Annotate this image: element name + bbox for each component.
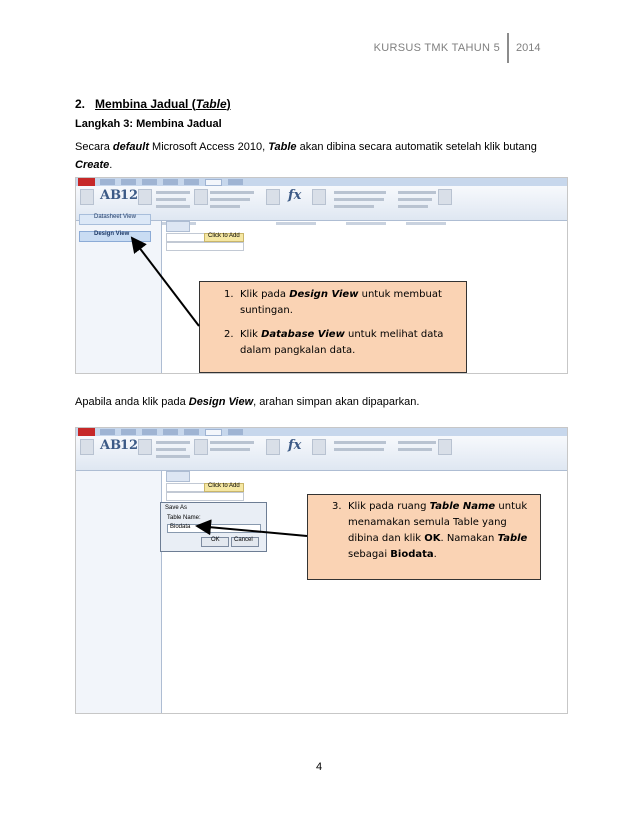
number-field-icon: 12	[120, 188, 139, 203]
paragraph-1: Secara default Microsoft Access 2010, Table akan dibina secara automatik setelah klik butang Create.	[75, 141, 537, 171]
callout-design-view: 1. Klik pada Design View untuk membuat suntingan. 2. Klik Database View untuk melihat data dalam pangkalan data.	[199, 281, 467, 373]
header-course: KURSUS TMK TAHUN 5	[373, 42, 500, 54]
design-view-item[interactable]: Design View	[79, 231, 151, 242]
number-field-icon: 12	[120, 438, 139, 453]
table-name-input[interactable]: Biodata	[167, 524, 261, 533]
arrow-to-table-name	[197, 526, 307, 536]
text-field-icon: AB	[100, 438, 122, 453]
click-to-add-header[interactable]: Click to Add	[204, 233, 244, 242]
ok-button[interactable]: OK	[201, 537, 229, 547]
step-title: Langkah 3: Membina Jadual	[75, 118, 222, 130]
callout-table-name: 3. Klik pada ruang Table Name untuk menamakan semula Table yang dibina dan klik OK. Namakan Table sebagai Biodata.	[307, 494, 541, 580]
datasheet-view-item[interactable]: Datasheet View	[79, 214, 151, 225]
click-to-add-header-2[interactable]: Click to Add	[204, 483, 244, 492]
expression-icon: fx	[288, 438, 302, 453]
arrow-to-design-view	[132, 238, 199, 326]
expression-icon: fx	[288, 188, 302, 203]
dialog-title: Save As	[165, 505, 188, 511]
table-name-label: Table Name:	[167, 515, 201, 521]
page-number: 4	[315, 761, 323, 773]
cancel-button[interactable]: Cancel	[231, 537, 259, 547]
section-number: 2.	[75, 97, 86, 111]
section-title-text: Membina Jadual (Table)	[95, 97, 231, 111]
text-field-icon: AB	[100, 188, 122, 203]
header-year: 2014	[516, 42, 541, 54]
paragraph-2: Apabila anda klik pada Design View, arahan simpan akan dipaparkan.	[75, 396, 420, 408]
